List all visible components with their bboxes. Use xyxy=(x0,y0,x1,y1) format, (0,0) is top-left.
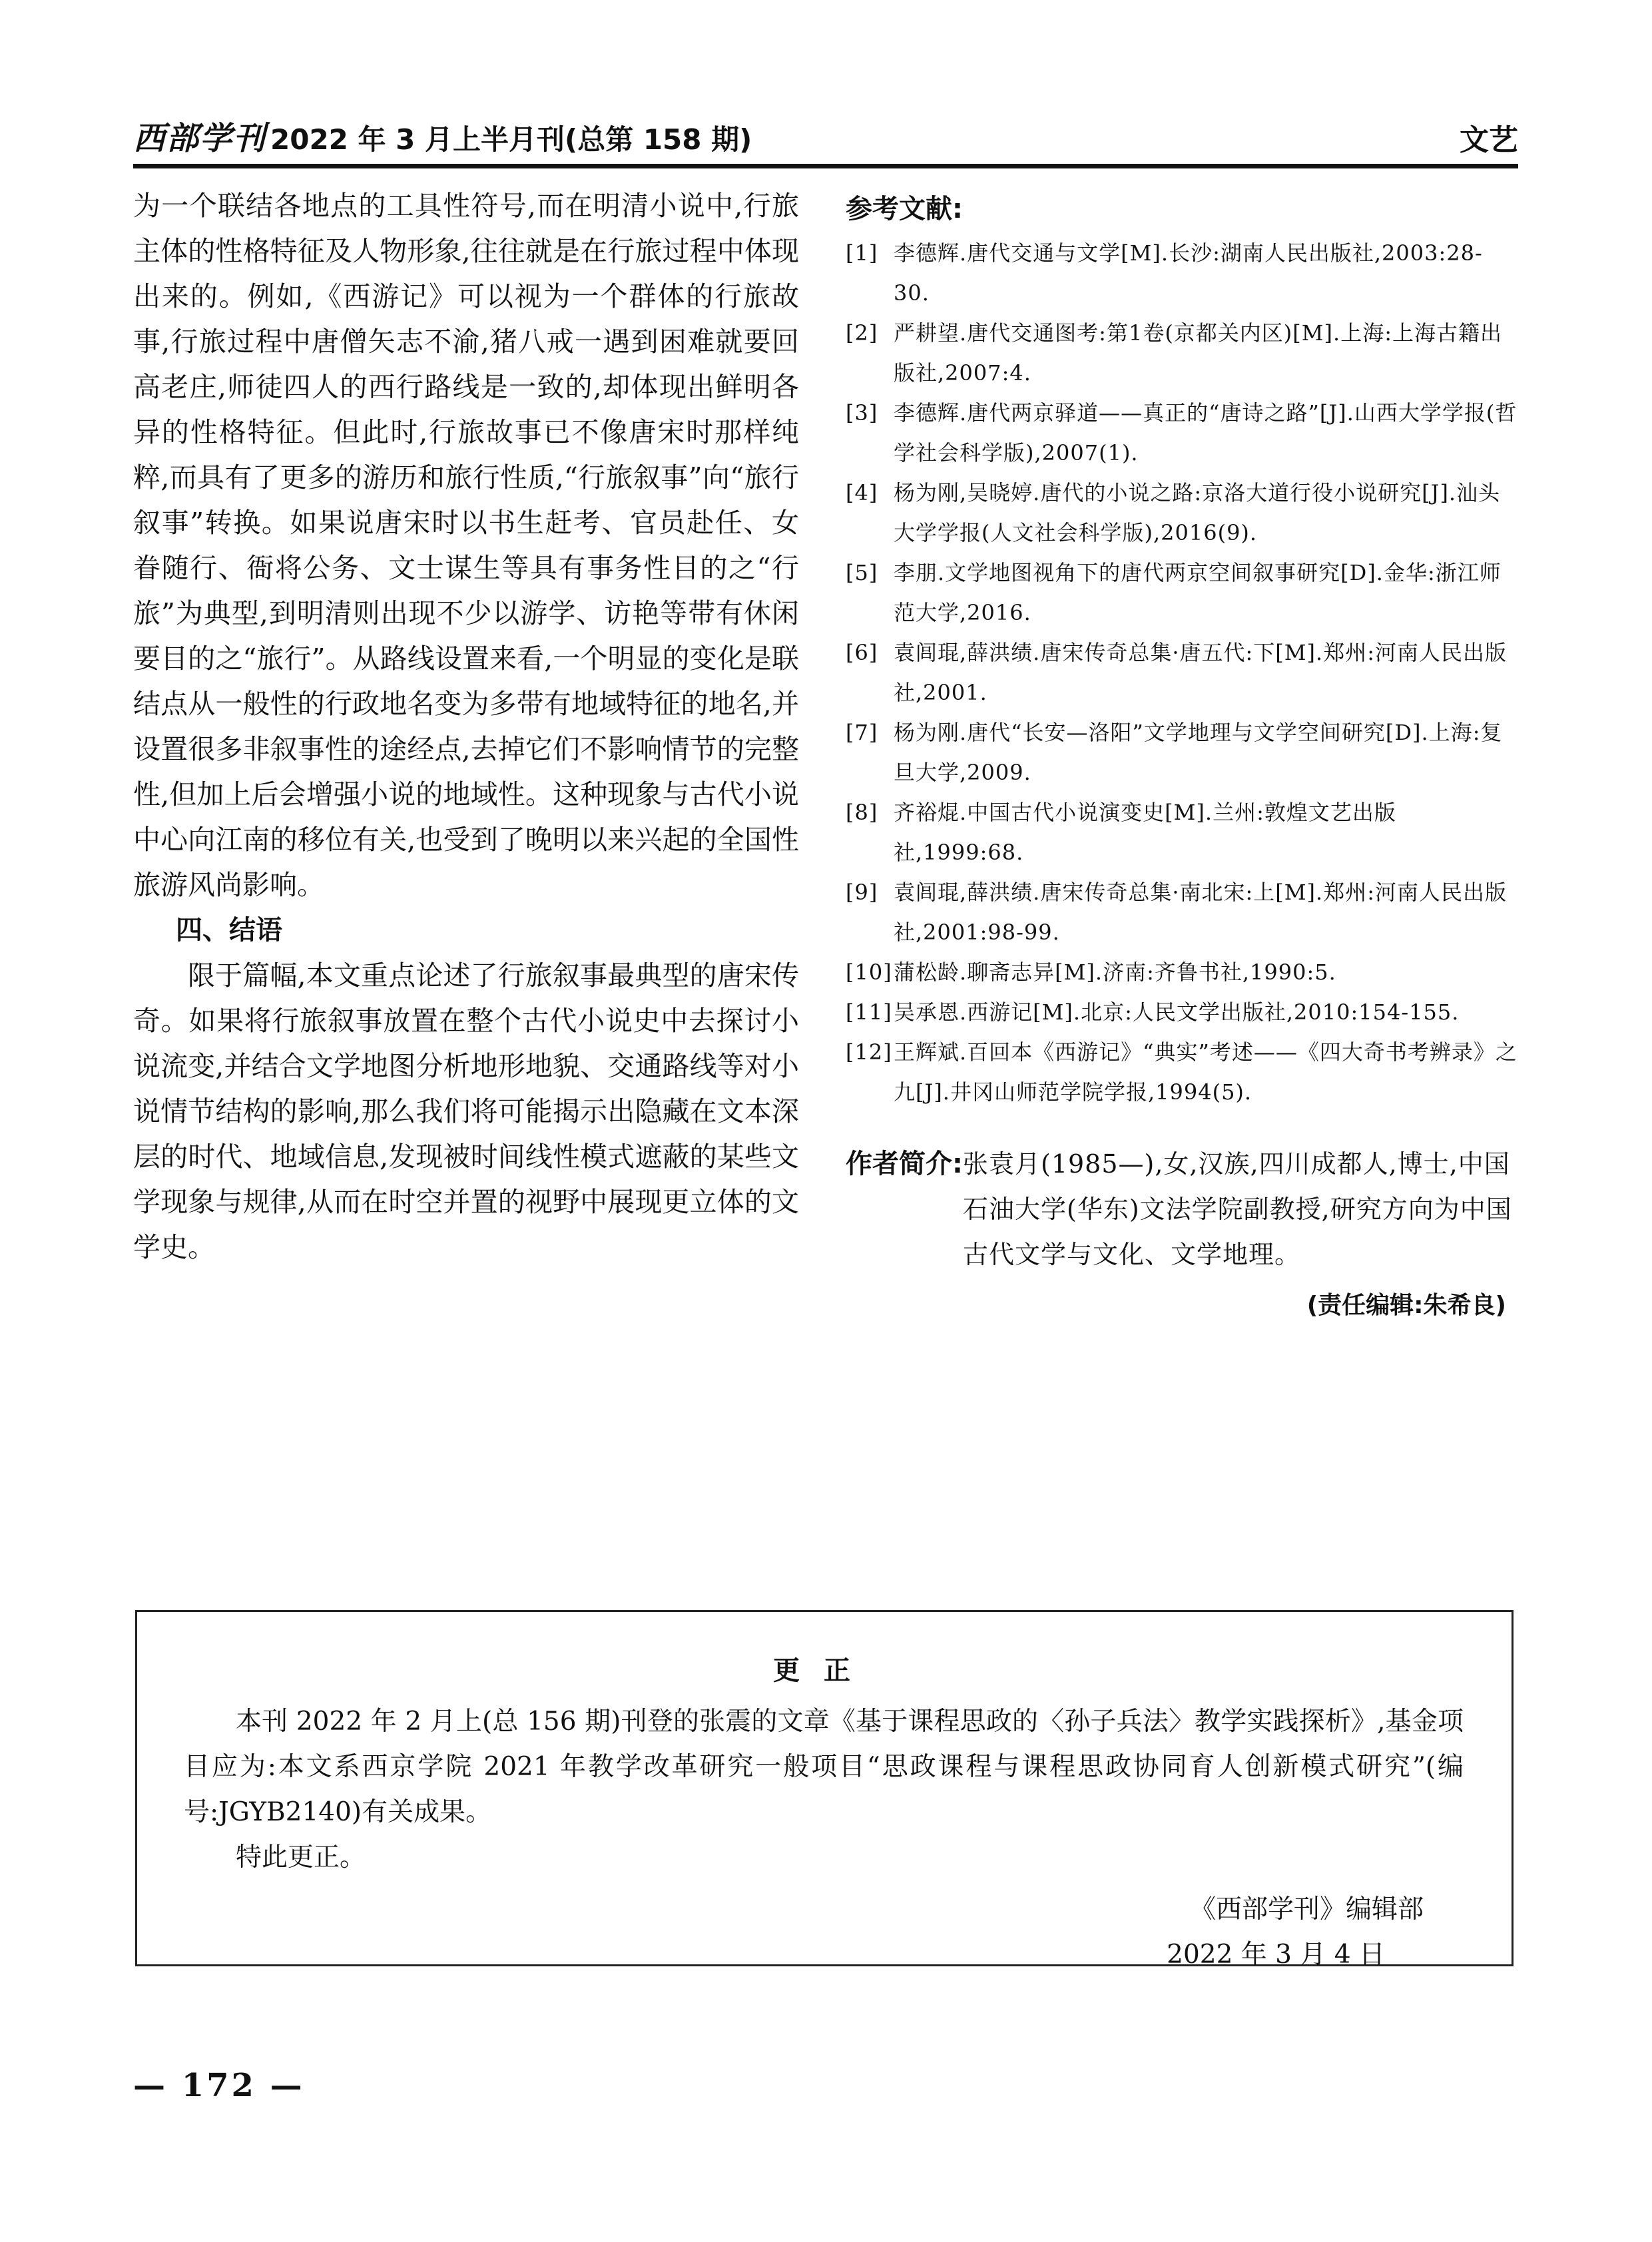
page-header xyxy=(133,115,1518,168)
correction-paragraph: 本刊 2022 年 2 月上(总 156 期)刊登的张震的文章《基于课程思政的〈孙子兵法〉教学实践探析》,基金项目应为:本文系西京学院 2021 年教学改革研究一般项目“思政课程与课程思政协同育人创新模式研究”(编号:JGYB2140)有关成果。 xyxy=(184,1707,1464,1827)
issue-info: 2022 年 3 月上半月刊(总第 158 期) xyxy=(270,123,752,156)
reference-item: [10]蒲松龄.聊斋志异[M].济南:齐鲁书社,1990:5. xyxy=(846,960,1336,985)
reference-item: [4] 杨为刚,吴晓婷.唐代的小说之路:京洛大道行役小说研究[J].汕头大学学报(人文社会科学版),2016(9). xyxy=(846,480,1501,545)
page-number: — 172 — xyxy=(133,2067,305,2104)
body-paragraph: 为一个联结各地点的工具性符号,而在明清小说中,行旅主体的性格特征及人物形象,往往就是在行旅过程中体现出来的。例如,《西游记》可以视为一个群体的行旅故事,行旅过程中唐僧矢志不渝,猪八戒一遇到困难就要回高老庄,师徒四人的西行路线是一致的,却体现出鲜明各异的性格特征。但此时,行旅故事已不像唐宋时那样纯粹,而具有了更多的游历和旅行性质,“行旅叙事”向“旅行叙事”转换。如果说唐宋时以书生赶考、官员赴任、女眷随行、衙将公务、文士谋生等具有事务性目的之“行旅”为典型,到明清则出现不少以游学、访艳等带有休闲要目的之“旅行”。从路线设置来看,一个明显的变化是联结点从一般性的行政地名变为多带有地域特征的地名,并设置很多非叙事性的途经点,去掉它们不影响情节的完整性,但加上后会增强小说的地域性。这种现象与古代小说中心向江南的移位有关,也受到了晚明以来兴起的全国性旅游风尚影响。 xyxy=(133,190,799,901)
author-bio-text: 张袁月(1985—),女,汉族,四川成都人,博士,中国石油大学(华东)文法学院副教授,研究方向为中国古代文学与文化、文学地理。 xyxy=(963,1149,1512,1269)
conclusion-paragraph: 限于篇幅,本文重点论述了行旅叙事最典型的唐宋传奇。如果将行旅叙事放置在整个古代小说史中去探讨小说流变,并结合文学地图分析地形地貌、交通路线等对小说情节结构的影响,那么我们将可能揭示出隐藏在文本深层的时代、地域信息,发现被时间线性模式遮蔽的某些文学现象与规律,从而在时空并置的视野中展现更立体的文学史。 xyxy=(133,960,799,1263)
reference-item: [7] 杨为刚.唐代“长安—洛阳”文学地理与文学空间研究[D].上海:复旦大学,2009. xyxy=(846,720,1503,785)
reference-item: [2] 严耕望.唐代交通图考:第1卷(京都关内区)[M].上海:上海古籍出版社,2007:4. xyxy=(846,320,1502,386)
author-bio xyxy=(846,1141,1518,1277)
author-bio-label: 作者简介: xyxy=(846,1149,963,1179)
correction-date: 2022 年 3 月 4 日 xyxy=(1167,1940,1385,1970)
reference-item: [6] 袁闾琨,薛洪绩.唐宋传奇总集·唐五代:下[M].郑州:河南人民出版社,2001. xyxy=(846,640,1507,705)
correction-notice xyxy=(135,1610,1514,1970)
reference-list xyxy=(846,233,1518,1112)
section-label: 文艺 xyxy=(1460,123,1518,157)
reference-item: [11]吴承恩.西游记[M].北京:人民文学出版社,2010:154-155. xyxy=(846,999,1460,1025)
reference-item: [3] 李德辉.唐代两京驿道——真正的“唐诗之路”[J].山西大学学报(哲学社会科学版),2007(1). xyxy=(846,400,1517,465)
correction-signature: 《西部学刊》编辑部 xyxy=(1189,1894,1424,1924)
right-column xyxy=(846,188,1518,1320)
left-column xyxy=(133,183,799,1270)
journal-logo: 西部学刊 xyxy=(133,120,267,157)
reference-item: [9] 袁闾琨,薛洪绩.唐宋传奇总集·南北宋:上[M].郑州:河南人民出版社,2001:98-99. xyxy=(846,880,1507,945)
correction-closing: 特此更正。 xyxy=(236,1842,366,1872)
correction-title: 更正 xyxy=(773,1655,874,1686)
responsible-editor: (责任编辑:朱希良) xyxy=(1306,1292,1506,1319)
reference-item: [1] 李德辉.唐代交通与文学[M].长沙:湖南人民出版社,2003:28-30. xyxy=(846,240,1483,306)
section-heading: 四、结语 xyxy=(176,915,282,946)
reference-item: [12]王辉斌.百回本《西游记》“典实”考述——《四大奇书考辨录》之九[J].井冈山师范学院学报,1994(5). xyxy=(846,1039,1517,1105)
reference-item: [8] 齐裕焜.中国古代小说演变史[M].兰州:敦煌文艺出版社,1999:68. xyxy=(846,800,1396,865)
references-title: 参考文献: xyxy=(846,194,963,224)
journal-masthead xyxy=(133,113,752,158)
reference-item: [5] 李朋.文学地图视角下的唐代两京空间叙事研究[D].金华:浙江师范大学,2016. xyxy=(846,560,1502,625)
